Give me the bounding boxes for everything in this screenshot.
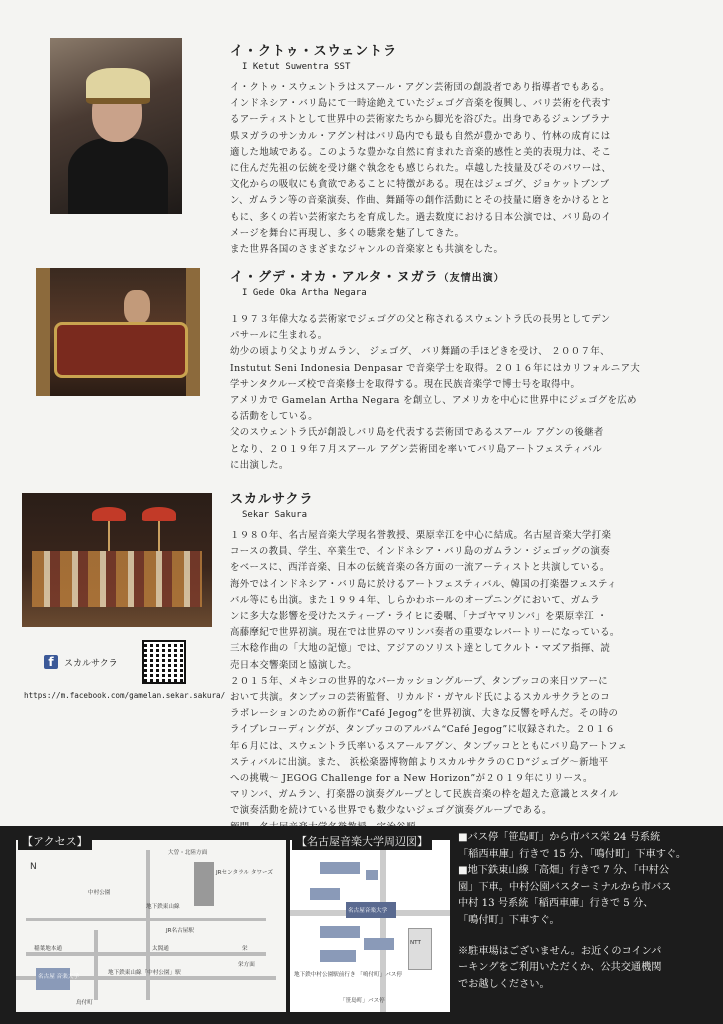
facebook-label: スカルサクラ [64,658,118,669]
area-map-title: 【名古屋音楽大学周辺図】 [292,832,432,850]
sekar-sakura-photo [22,493,212,627]
profile-body: １９７３年偉大なる芸術家でジェゴグの父と称されるスウェントラ氏の長男としてデン パサールに生まれる。 幼少の頃より父よりガムラン、 ジェゴグ、 バリ舞踊の手ほどきを受け、 ２００７年、 Instutut Seni Indonesia Denpasar で音楽学士を取得。２０１６年にはカリフォルニア大 学サンタクルーズ校で音楽修士を取得する。現在民族音楽学で博士号を取得中。 アメリカで Gamelan Artha Negara を創立し、アメリカを中心に世界中にジェゴグを広め る活動をしている。 父のスウェントラ氏が創設しバリ島を代表する芸術団であるスアール アグンの後継者 となり、２０１９年７月スアール アグン芸術団を率いてバリ島アートフェスティバル に出演した。 [230,314,641,471]
facebook-url[interactable]: https://m.facebook.com/gamelan.sekar.sakura/ [24,691,226,700]
artha-negara-photo [36,268,200,396]
area-map: 名古屋音楽大学 NTT 地下鉄中村公園駅前行き 「鳴付町」バス停 「笹島町」バス停 [290,840,450,1012]
qr-code [142,640,186,684]
profile-body: イ・クトゥ・スウェントラはスアール・アグン芸術団の創設者であり指導者でもある。 インドネシア・バリ島にて一時途絶えていたジェゴグ音楽を復興し、バリ芸術を代表す るアーティストとして世界中の芸術家たちから脚光を浴びた。出身であるジュンブラナ 県ヌガラのサンカル・アグン村はバリ島内でも最も自然が豊かであり、竹林の成育には 適した地域である。このような豊かな自然に育まれた音楽的感性と美的表現力は、そこ に住んだ先祖の伝統を受け継ぐ執念をも感じられた。卓越した技量及びそのパワーは、 文化からの吸収にも貪欲であることに特徴がある。現在はジェゴグ、ジョケットブンブ ン、ガムラン等の音楽演奏、作曲、舞踊等の創作活動にとその技量に磨きをかけるとと もに、多くの若い芸術家たちを育成した。過去数度における日本公演では、バリ島のイ メージを舞台に再現し、多くの聴衆を魅了してきた。 また世界各国のさまざまなジャンルの音楽家とも共演をした。 [230,82,612,256]
profile-name-en: I Gede Oka Artha Negara [242,288,367,298]
profile-body: １９８０年、名古屋音楽大学現名誉教授、栗原幸江を中心に結成。名古屋音楽大学打楽 コースの教員、学生、卒業生で、インドネシア・バリ島のガムラン・ジェゴッグの演奏 をベースに、西洋音楽、日本の伝統音楽の各方面の一流アーティストと共演している。 海外ではインドネシア・バリ島に於けるアートフェスティバル、韓国の打楽器フェスティ バル等にも出演。また１９９４年、しらかわホールのオープニングにおいて、ガムラ ンに多大な影響を受けたスティーブ・ライヒに委嘱、「ナゴヤマリンバ」を栗原幸江 ・ 高藤摩紀で世界初演。現在では世界のマリンバ奏者の重要なレパートリーになっている。 三木稔作曲の「大地の記憶」では、アジアのソリスト達としてクルト・マズア指揮、読 売日本交響楽団と協演した。 ２０１５年、メキシコの世界的なパーカッショングループ、タンブッコの来日ツアーに おいて共演。タンブッコの芸術監督、リカルド・ガヤルド氏によるスカルサクラとのコ ラボレーションのための新作“Café Jegog”を世界初演、大きな反響を呼んだ。その時の ライブレコーディングが、タンブッコのアルバム“Café Jegog”に収録された。２０１６ 年６月には、スウェントラ氏率いるスアールアグン、タンブッコとともにバリ島アートフェ スティバルに出演。また、 浜松楽器博物館よりスカルサクラのＣＤ“ジェゴグ～新地平 への挑戦～ JEGOG Challenge for a New Horizon”が２０１９年にリリース。 マリンバ、ガムラン、打楽器の演奏グループとして民族音楽の枠を超えた意識とスタイル で演奏活動を続けている世界でも数少ないジェゴグ演奏グループである。 [230,530,628,817]
profile-name-ja: イ・クトゥ・スウェントラ [230,44,398,59]
north-label: N [30,862,37,872]
facebook-icon: f [44,655,58,669]
profile-name-ja: イ・グデ・オカ・アルタ・ヌガラ（友情出演） [230,270,505,285]
profile-name-en: I Ketut Suwentra SST [242,62,351,72]
facebook-link[interactable] [44,655,118,669]
profile-name-en: Sekar Sakura [242,510,308,520]
parking-note: ※駐車場はございません。お近くのコインパ [458,945,662,957]
access-map: N 大曽・北陸方面 JRセンタラル タワーズ 中村公園 地下鉄東山線 JR名古屋駅 稲葉地本通 太閤通 栄 地下鉄東山線「中村公園」駅 名古屋 音楽大学 鳥付町 栄方面 [16,840,286,1012]
suwentra-photo [50,38,182,214]
access-info: ■バス停「笹島町」から市バス栄 24 号系統 「稲西車庫」行きで 15 分、「鳴付町」下車すぐ。 ■地下鉄東山線「高畑」行きで 7 分、「中村公 園」下車。中村公園バスターミナルから市バス 中村 13 号系統「稲西車庫」行きで 5 分、 「鳴付町」下車すぐ。 ※駐車場はございません。お近くのコインパ ーキングをご利用いただくか、公共交通機関 でお越しください。 [458,830,720,993]
profile-artha-negara [230,266,640,474]
profile-sekar-sakura [230,488,627,836]
profile-name-ja: スカルサクラ [230,492,314,507]
profile-suwentra [230,40,611,258]
guest-note: （友情出演） [438,273,505,284]
access-title: 【アクセス】 [18,832,92,850]
